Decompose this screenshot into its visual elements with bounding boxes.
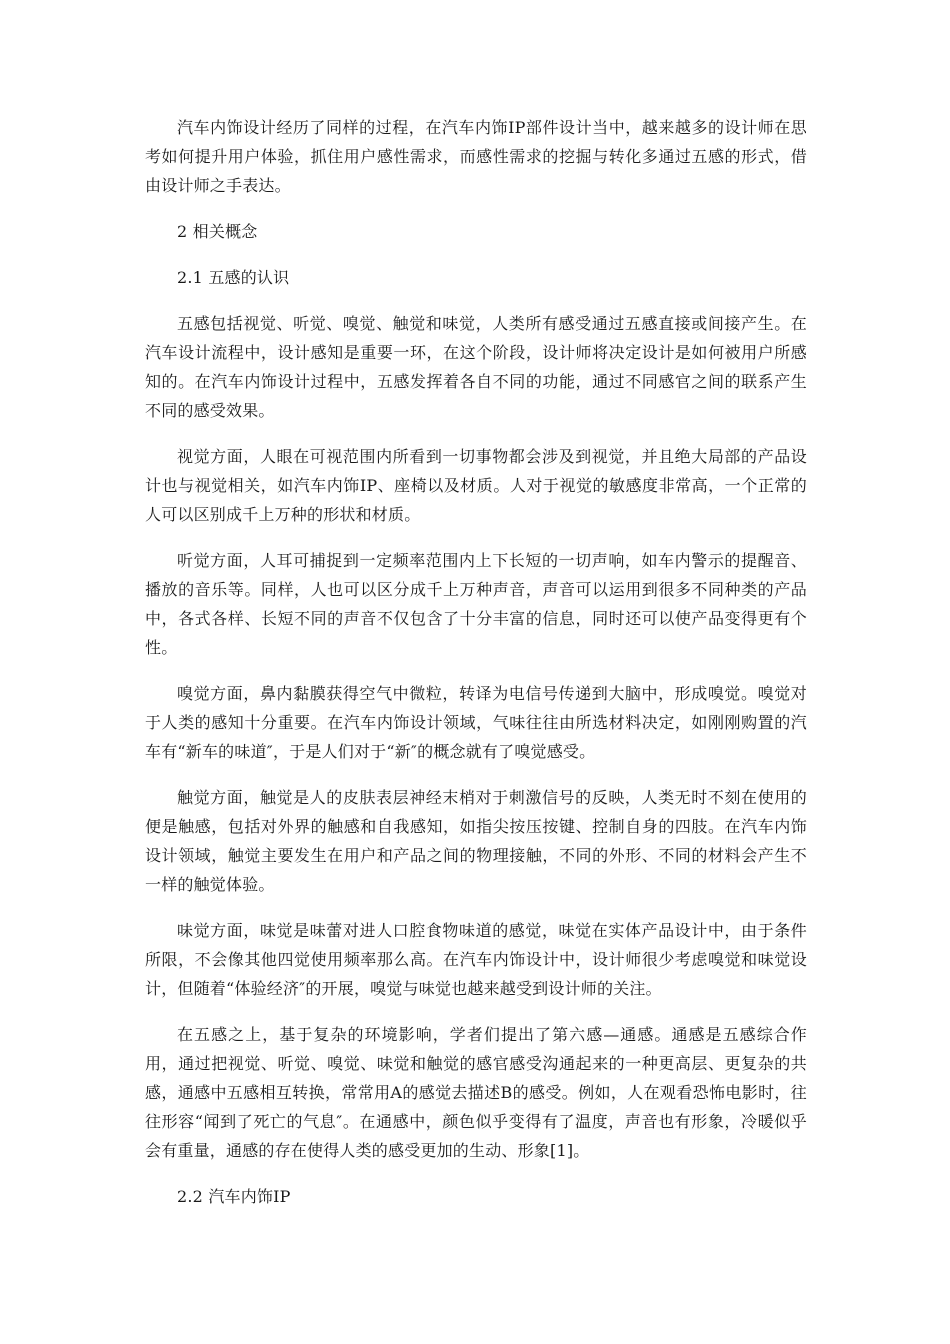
document-body [145,113,807,1228]
section-heading-2: 2 相关概念 [177,222,258,241]
paragraph-intro: 汽车内饰设计经历了同样的过程，在汽车内饰IP部件设计当中，越来越多的设计师在思考如何提升用户体验，抓住用户感性需求，而感性需求的挖掘与转化多通过五感的形式，借由设计师之手表达。 [145,118,807,195]
paragraph-touch: 触觉方面，触觉是人的皮肤表层神经末梢对于刺激信号的反映，人类无时不刻在使用的便是触感，包括对外界的触感和自我感知，如指尖按压按键、控制自身的四肢。在汽车内饰设计领域，触觉主要发生在用户和产品之间的物理接触，不同的外形、不同的材料会产生不一样的触觉体验。 [145,788,807,894]
paragraph-taste: 味觉方面，味觉是味蕾对进人口腔食物味道的感觉，味觉在实体产品设计中，由于条件所限，不会像其他四觉使用频率那么高。在汽车内饰设计中，设计师很少考虑嗅觉和味觉设计，但随着“体验经济″的开展，嗅觉与味觉也越来越受到设计师的关注。 [145,921,807,998]
subsection-heading-2-1: 2.1 五感的认识 [177,268,290,287]
paragraph-vision: 视觉方面，人眼在可视范围内所看到一切事物都会涉及到视觉，并且绝大局部的产品设计也与视觉相关，如汽车内饰IP、座椅以及材质。人对于视觉的敏感度非常高，一个正常的人可以区别成千上万种的形状和材质。 [145,447,807,524]
paragraph-synesthesia: 在五感之上，基于复杂的环境影响，学者们提出了第六感—通感。通感是五感综合作用，通过把视觉、听觉、嗅觉、味觉和触觉的感官感受沟通起来的一种更高层、更复杂的共感，通感中五感相互转换，常常用A的感觉去描述B的感受。例如，人在观看恐怖电影时，往往形容“闻到了死亡的气息″。在通感中，颜色似乎变得有了温度，声音也有形象，冷暖似乎会有重量，通感的存在使得人类的感受更加的生动、形象[1]。 [145,1025,807,1160]
paragraph-smell: 嗅觉方面，鼻内黏膜获得空气中微粒，转译为电信号传递到大脑中，形成嗅觉。嗅觉对于人类的感知十分重要。在汽车内饰设计领域，气味往往由所选材料决定，如刚刚购置的汽车有“新车的味道″，于是人们对于“新″的概念就有了嗅觉感受。 [145,684,807,761]
paragraph-five-senses: 五感包括视觉、听觉、嗅觉、触觉和味觉，人类所有感受通过五感直接或间接产生。在汽车设计流程中，设计感知是重要一环，在这个阶段，设计师将决定设计是如何被用户所感知的。在汽车内饰设计过程中，五感发挥着各自不同的功能，通过不同感官之间的联系产生不同的感受效果。 [145,314,807,420]
paragraph-hearing: 听觉方面，人耳可捕捉到一定频率范围内上下长短的一切声响，如车内警示的提醒音、播放的音乐等。同样，人也可以区分成千上万种声音，声音可以运用到很多不同种类的产品中，各式各样、长短不同的声音不仅包含了十分丰富的信息，同时还可以使产品变得更有个性。 [145,551,807,657]
subsection-heading-2-2: 2.2 汽车内饰IP [177,1187,291,1206]
